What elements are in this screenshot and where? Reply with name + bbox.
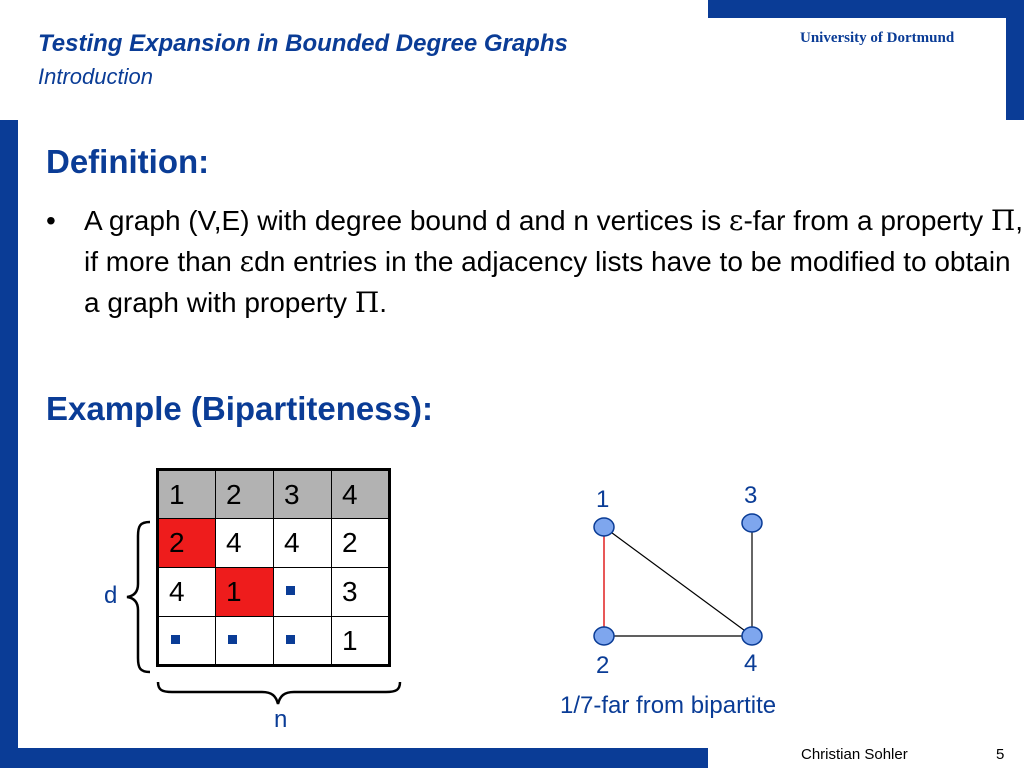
- n-brace: [158, 682, 400, 704]
- node-label-4: 4: [744, 650, 758, 677]
- header-cell-4: 4: [332, 470, 390, 519]
- definition-text: A graph (V,E) with degree bound d and n vertices is ε-far from a property Π, if more than εdn entries in the adjacency lists have to be modified to obtain a graph with property Π.: [84, 204, 1024, 319]
- table-cell: 1: [216, 568, 274, 617]
- slide-title: Testing Expansion in Bounded Degree Graphs: [38, 30, 568, 57]
- d-label: d: [104, 582, 118, 609]
- graph-node-1: [594, 518, 614, 536]
- table-cell: 1: [332, 617, 390, 666]
- graph-node-2: [594, 627, 614, 645]
- node-label-3: 3: [744, 482, 758, 509]
- table-cell: 2: [332, 519, 390, 568]
- table-cell: 4: [274, 519, 332, 568]
- edge-1-4: [604, 527, 752, 636]
- table-cell: 4: [158, 568, 216, 617]
- header-cell-1: 1: [158, 470, 216, 519]
- node-label-2: 2: [596, 652, 610, 679]
- node-label-1: 1: [596, 486, 610, 513]
- definition-heading: Definition:: [46, 143, 210, 180]
- header-cell-3: 3: [274, 470, 332, 519]
- example-heading: Example (Bipartiteness):: [46, 390, 433, 427]
- table-cell: 2: [158, 519, 216, 568]
- slide-subtitle: Introduction: [38, 64, 153, 89]
- graph-node-4: [742, 627, 762, 645]
- n-label: n: [274, 706, 288, 733]
- header-cell-2: 2: [216, 470, 274, 519]
- table-cell: 3: [332, 568, 390, 617]
- bullet-marker: •: [46, 205, 56, 236]
- university-logo-text: University of Dortmund: [800, 30, 955, 46]
- footer-page-number: 5: [996, 746, 1005, 763]
- graph-node-3: [742, 514, 762, 532]
- table-cell: 4: [216, 519, 274, 568]
- d-brace: [127, 522, 150, 672]
- footer-author: Christian Sohler: [801, 746, 908, 763]
- graph-caption: 1/7-far from bipartite: [560, 692, 777, 719]
